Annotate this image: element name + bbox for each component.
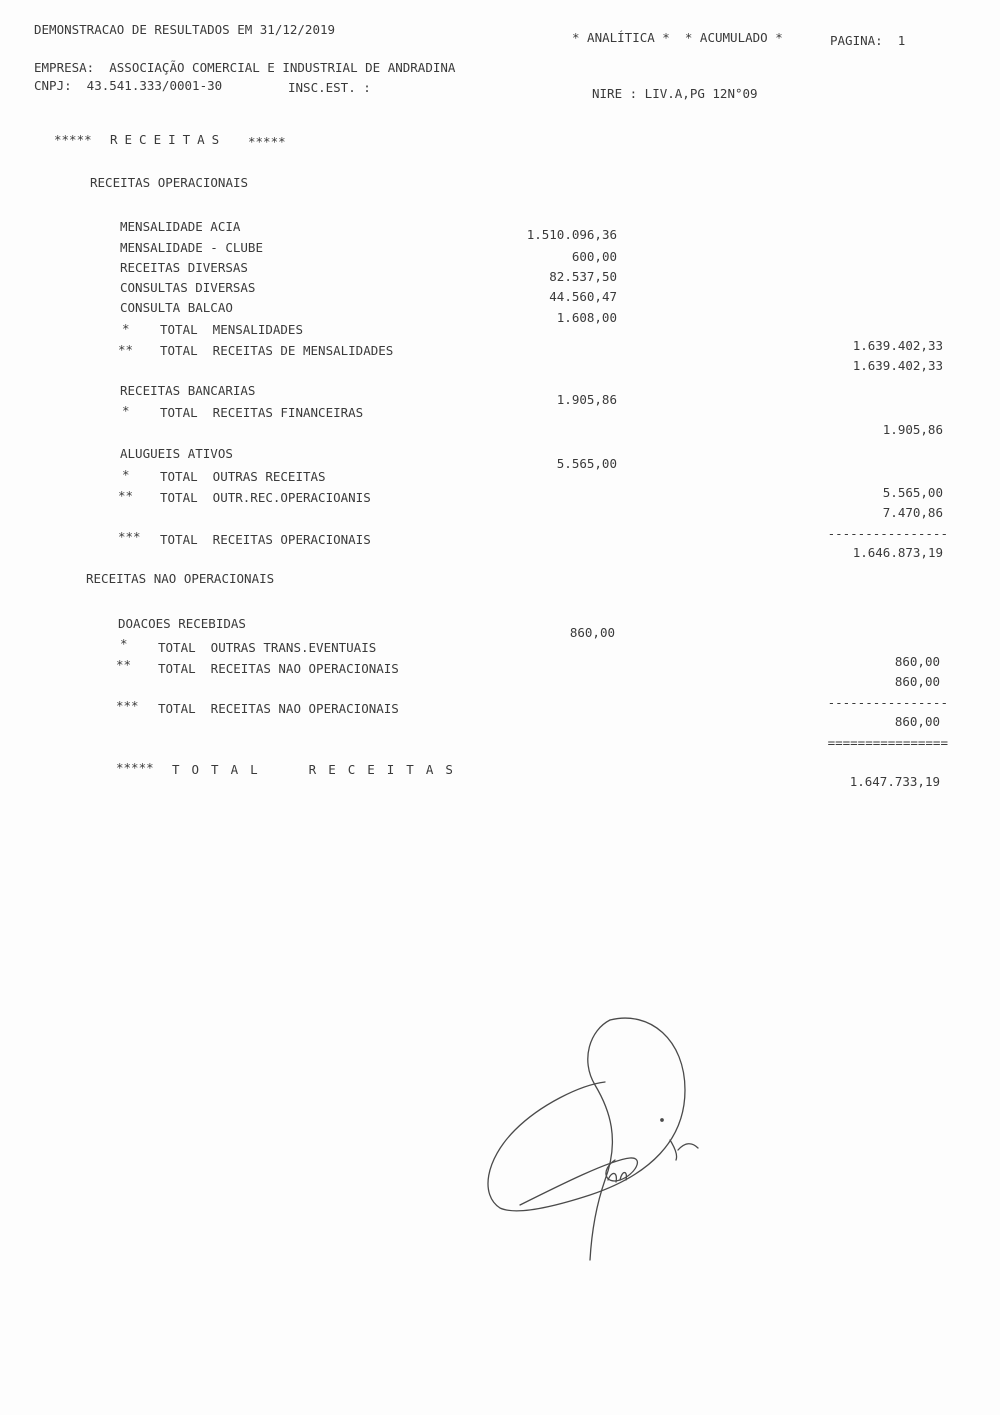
total-mark: * <box>122 467 130 482</box>
total-value: 1.905,86 <box>882 422 943 437</box>
total-mark: *** <box>116 698 139 713</box>
total-value: 860,00 <box>894 714 940 729</box>
report-title: DEMONSTRACAO DE RESULTADOS EM 31/12/2019 <box>34 22 336 37</box>
total-mensalidades-label: TOTAL MENSALIDADES <box>160 322 303 337</box>
signature-image <box>480 1010 710 1270</box>
item-value: 1.905,86 <box>556 392 617 407</box>
item-label: RECEITAS BANCARIAS <box>120 383 256 398</box>
total-mark: ** <box>118 488 134 503</box>
section-stars-right: ***** <box>248 134 286 149</box>
item-label: DOACOES RECEBIDAS <box>118 616 246 631</box>
total-financeiras-label: TOTAL RECEITAS FINANCEIRAS <box>160 405 364 420</box>
item-value: 82.537,50 <box>549 269 617 284</box>
item-value: 860,00 <box>569 625 615 640</box>
group-title-nao-operacionais: RECEITAS NAO OPERACIONAIS <box>86 571 275 586</box>
total-value: 860,00 <box>894 674 940 689</box>
item-label: CONSULTA BALCAO <box>120 300 233 315</box>
report-mode: * ANALÍTICA * * ACUMULADO * <box>572 30 783 45</box>
total-receitas-mensalidades-label: TOTAL RECEITAS DE MENSALIDADES <box>160 343 394 358</box>
total-value: 1.646.873,19 <box>852 545 943 560</box>
total-trans-label: TOTAL OUTRAS TRANS.EVENTUAIS <box>158 640 377 655</box>
item-value: 1.608,00 <box>556 310 617 325</box>
total-rno-label: TOTAL RECEITAS NAO OPERACIONAIS <box>158 661 399 676</box>
total-mark: * <box>120 636 128 651</box>
total-outras-label: TOTAL OUTRAS RECEITAS <box>160 469 326 484</box>
item-value: 1.510.096,36 <box>526 227 617 242</box>
item-value: 600,00 <box>571 249 617 264</box>
dash-rule: ---------------- <box>827 695 948 710</box>
item-label: MENSALIDADE - CLUBE <box>120 240 263 255</box>
section-stars-left: ***** <box>54 132 92 147</box>
dash-rule: ---------------- <box>827 526 948 541</box>
grand-total-label: TOTAL RECEITAS <box>172 762 465 777</box>
total-value: 5.565,00 <box>882 485 943 500</box>
total-mark: * <box>122 403 130 418</box>
total-mark: *** <box>118 529 141 544</box>
state-registration: INSC.EST. : <box>288 80 371 95</box>
item-label: RECEITAS DIVERSAS <box>120 260 248 275</box>
nire: NIRE : LIV.A,PG 12N°09 <box>592 86 758 101</box>
total-rno3-label: TOTAL RECEITAS NAO OPERACIONAIS <box>158 701 399 716</box>
grand-total-mark: ***** <box>116 760 154 775</box>
item-label: CONSULTAS DIVERSAS <box>120 280 256 295</box>
item-label: ALUGUEIS ATIVOS <box>120 446 233 461</box>
total-value: 1.639.402,33 <box>852 358 943 373</box>
total-mark: * <box>122 321 130 336</box>
page-number: PAGINA: 1 <box>830 33 906 48</box>
item-value: 5.565,00 <box>556 456 617 471</box>
item-value: 44.560,47 <box>549 289 617 304</box>
total-mark: ** <box>118 342 134 357</box>
total-value: 1.639.402,33 <box>852 338 943 353</box>
total-mark: ** <box>116 657 132 672</box>
section-title: RECEITAS <box>110 132 227 147</box>
grand-total-value: 1.647.733,19 <box>849 774 940 789</box>
total-outr-rec-label: TOTAL OUTR.REC.OPERACIOANIS <box>160 490 371 505</box>
item-label: MENSALIDADE ACIA <box>120 219 241 234</box>
total-operacionais-label: TOTAL RECEITAS OPERACIONAIS <box>160 532 371 547</box>
double-rule: ================ <box>827 735 948 750</box>
group-title-operacionais: RECEITAS OPERACIONAIS <box>90 175 249 190</box>
total-value: 860,00 <box>894 654 940 669</box>
company-name: EMPRESA: ASSOCIAÇÃO COMERCIAL E INDUSTRIAL DE ANDRADINA <box>34 60 456 75</box>
cnpj: CNPJ: 43.541.333/0001-30 <box>34 78 223 93</box>
total-value: 7.470,86 <box>882 505 943 520</box>
